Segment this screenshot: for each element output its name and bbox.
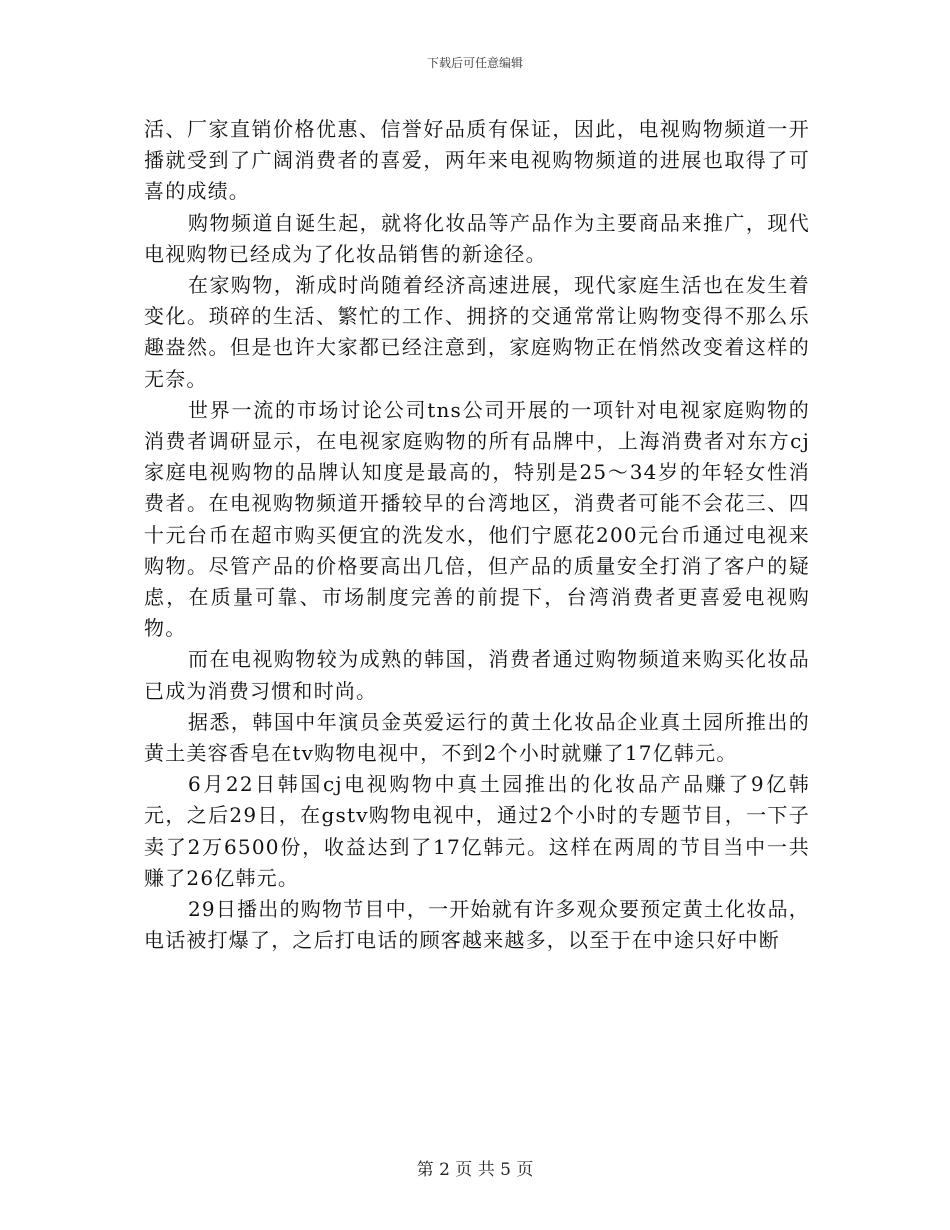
paragraph-2: 购物频道自诞生起，就将化妆品等产品作为主要商品来推广，现代电视购物已经成为了化妆品销售的新途径。: [144, 210, 810, 266]
paragraph-1: 活、厂家直销价格优惠、信誉好品质有保证，因此，电视购物频道一开播就受到了广阔消费者的喜爱，两年来电视购物频道的进展也取得了可喜的成绩。: [144, 117, 810, 204]
paragraph-7: 6月22日韩国cj电视购物中真土园推出的化妆品产品赚了9亿韩元，之后29日，在gstv购物电视中，通过2个小时的专题节目，一下子卖了2万6500份，收益达到了17亿韩元。这样在两周的节目当中一共赚了26亿韩元。: [144, 772, 810, 890]
paragraph-5: 而在电视购物较为成熟的韩国，消费者通过购物频道来购买化妆品已成为消费习惯和时尚。: [144, 647, 810, 703]
paragraph-6: 据悉，韩国中年演员金英爱运行的黄土化妆品企业真土园所推出的黄土美容香皂在tv购物电视中，不到2个小时就赚了17亿韩元。: [144, 709, 810, 766]
page-number-footer: 第 2 页 共 5 页: [416, 1160, 534, 1180]
paragraph-8: 29日播出的购物节目中，一开始就有许多观众要预定黄土化妆品，电话被打爆了，之后打电话的顾客越来越多，以至于在中途只好中断: [144, 897, 810, 953]
paragraph-3: 在家购物，渐成时尚随着经济高速进展，现代家庭生活也在发生着变化。琐碎的生活、繁忙的工作、拥挤的交通常常让购物变得不那么乐趣盎然。但是也许大家都已经注意到，家庭购物正在悄然改变着这样的无奈。: [144, 273, 810, 391]
paragraph-4: 世界一流的市场讨论公司tns公司开展的一项针对电视家庭购物的消费者调研显示，在电视家庭购物的所有品牌中，上海消费者对东方cj家庭电视购物的品牌认知度是最高的，特别是25～34岁的年轻女性消费者。在电视购物频道开播较早的台湾地区，消费者可能不会花三、四十元台币在超市购买便宜的洗发水，他们宁愿花200元台币通过电视来购物。尽管产品的价格要高出几倍，但产品的质量安全打消了客户的疑虑，在质量可靠、市场制度完善的前提下，台湾消费者更喜爱电视购物。: [144, 397, 810, 641]
page-header: 下载后可任意编辑: [426, 56, 523, 70]
document-body: [144, 114, 810, 956]
